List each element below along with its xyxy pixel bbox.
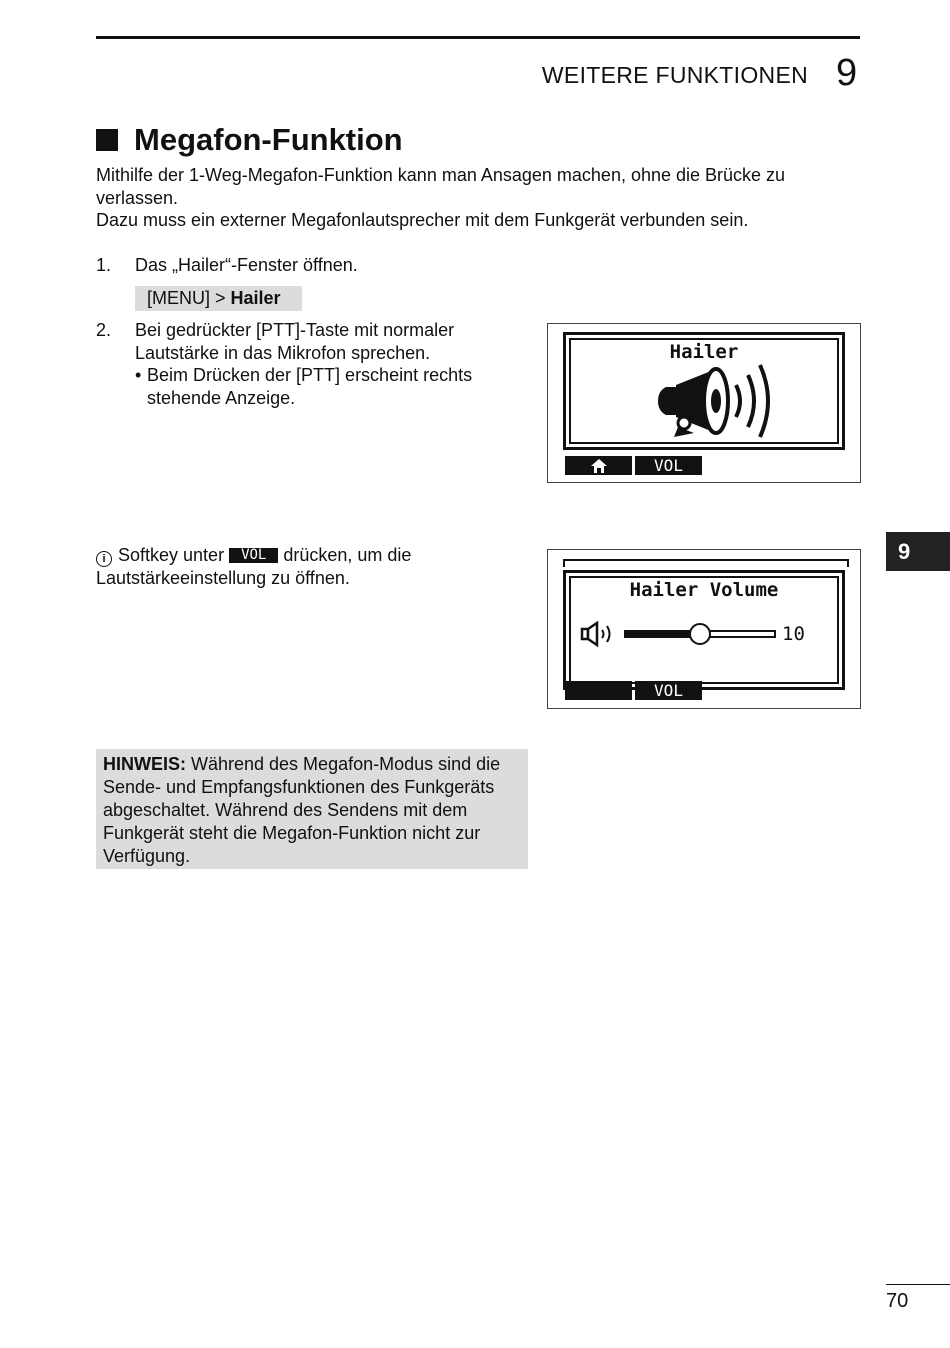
background-window-edge bbox=[563, 559, 849, 567]
info-icon: i bbox=[96, 551, 112, 567]
note-text: Während des Megafon-Modus sind die Sende- und Empfangsfunktionen des Funkgeräts abgeschaltet. Während des Sendens mit dem Funkgerät steht die Megafon-Funktion nicht zur Verfügung. bbox=[103, 754, 501, 866]
hailer-screen-title: Hailer bbox=[669, 341, 739, 363]
tip-after: drücken, um die Lautstärkeeinstellung zu öffnen. bbox=[96, 545, 412, 588]
section-title-text: Megafon-Funktion bbox=[134, 122, 403, 157]
menu-path bbox=[135, 286, 302, 311]
volume-dialog-frame bbox=[563, 570, 845, 690]
page-number-rule bbox=[886, 1284, 950, 1285]
lcd-frame bbox=[563, 332, 845, 450]
step-2-number: 2. bbox=[96, 320, 112, 340]
vol-chip: VOL bbox=[229, 548, 278, 563]
hailer-screen bbox=[547, 323, 861, 483]
step-2-text: Bei gedrückter [PTT]-Taste mit normaler Lautstärke in das Mikrofon sprechen. bbox=[135, 320, 455, 363]
page-number: 70 bbox=[886, 1290, 909, 1312]
menu-path-item: Hailer bbox=[230, 288, 281, 308]
speaker-icon bbox=[580, 621, 616, 647]
intro-line-2: Dazu muss ein externer Megafonlautsprecher mit dem Funkgerät verbunden sein. bbox=[96, 210, 749, 230]
step-1-text: Das „Hailer“-Fenster öffnen. bbox=[135, 255, 358, 275]
tip-text bbox=[96, 544, 526, 590]
step-2-bullet bbox=[135, 364, 530, 409]
menu-path-prefix: [MENU] > bbox=[147, 288, 231, 308]
hailer-volume-screen bbox=[547, 549, 861, 709]
section-title bbox=[96, 122, 403, 158]
note-box bbox=[96, 749, 528, 869]
bullet-dot-icon: • bbox=[135, 365, 142, 385]
softkey-home-partial[interactable] bbox=[565, 681, 632, 700]
step-1-number: 1. bbox=[96, 255, 112, 275]
section-square-icon bbox=[96, 129, 118, 151]
intro-line-1: Mithilfe der 1-Weg-Megafon-Funktion kann man Ansagen machen, ohne die Brücke zu verlassen. bbox=[96, 165, 786, 208]
volume-dialog-title: Hailer Volume bbox=[629, 579, 779, 601]
softkey-bar bbox=[565, 456, 702, 475]
softkey-vol[interactable]: VOL bbox=[635, 456, 702, 475]
note-label: HINWEIS: bbox=[103, 754, 186, 774]
softkey-home[interactable] bbox=[565, 456, 632, 475]
home-icon bbox=[590, 458, 608, 474]
volume-slider-knob[interactable] bbox=[689, 623, 711, 645]
chapter-number: 9 bbox=[836, 52, 858, 94]
chapter-side-tab: 9 bbox=[886, 532, 950, 571]
intro-text bbox=[96, 164, 866, 232]
step-2-body bbox=[135, 319, 530, 409]
tip-before: Softkey unter bbox=[118, 545, 230, 565]
step-2-bullet-text: Beim Drücken der [PTT] erscheint rechts stehende Anzeige. bbox=[147, 365, 473, 408]
chapter-title: WEITERE FUNKTIONEN bbox=[541, 62, 808, 88]
softkey-bar-partial bbox=[565, 681, 703, 700]
header-rule bbox=[96, 36, 860, 39]
softkey-vol-partial[interactable]: VOL bbox=[635, 681, 702, 700]
volume-value: 10 bbox=[782, 623, 805, 645]
megaphone-icon bbox=[654, 361, 796, 439]
